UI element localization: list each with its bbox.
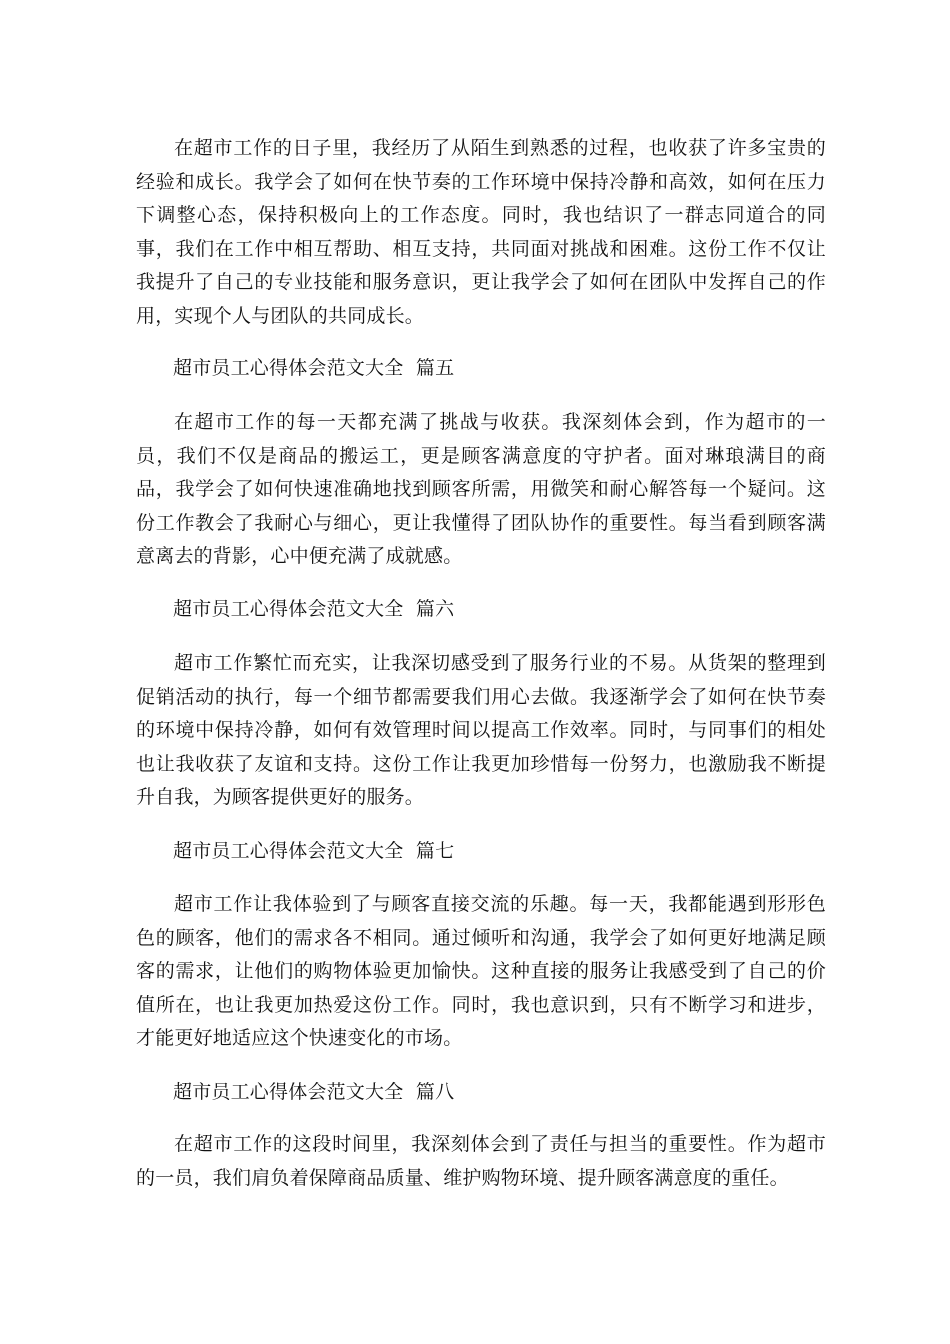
paragraph-5: 在超市工作的每一天都充满了挑战与收获。我深刻体会到，作为超市的一员，我们不仅是商品的搬运工，更是顾客满意度的守护者。面对琳琅满目的商品，我学会了如何快速准确地找到顾客所需，用微笑和耐心解答每一个疑问。这份工作教会了我耐心与细心，更让我懂得了团队协作的重要性。每当看到顾客满意离去的背影，心中便充满了成就感。 xyxy=(136,411,826,568)
paragraph-intro: 在超市工作的日子里，我经历了从陌生到熟悉的过程，也收获了许多宝贵的经验和成长。我学会了如何在快节奏的工作环境中保持冷静和高效，如何在压力下调整心态，保持积极向上的工作态度。同时，我也结识了一群志同道合的同事，我们在工作中相互帮助、相互支持，共同面对挑战和困难。这份工作不仅让我提升了自己的专业技能和服务意识，更让我学会了如何在团队中发挥自己的作用，实现个人与团队的共同成长。 xyxy=(136,137,826,327)
section-heading-8: 超市员工心得体会范文大全 篇八 xyxy=(173,1081,455,1103)
section-heading-6: 超市员工心得体会范文大全 篇六 xyxy=(173,598,455,620)
paragraph-7: 超市工作让我体验到了与顾客直接交流的乐趣。每一天，我都能遇到形形色色的顾客，他们的需求各不相同。通过倾听和沟通，我学会了如何更好地满足顾客的需求，让他们的购物体验更加愉快。这种直接的服务让我感受到了自己的价值所在，也让我更加热爱这份工作。同时，我也意识到，只有不断学习和进步，才能更好地适应这个快速变化的市场。 xyxy=(136,893,826,1050)
paragraph-6: 超市工作繁忙而充实，让我深切感受到了服务行业的不易。从货架的整理到促销活动的执行，每一个细节都需要我们用心去做。我逐渐学会了如何在快节奏的环境中保持冷静，如何有效管理时间以提高工作效率。同时，与同事们的相处也让我收获了友谊和支持。这份工作让我更加珍惜每一份努力，也激励我不断提升自我，为顾客提供更好的服务。 xyxy=(136,652,826,809)
section-heading-7: 超市员工心得体会范文大全 篇七 xyxy=(173,840,455,862)
paragraph-8: 在超市工作的这段时间里，我深刻体会到了责任与担当的重要性。作为超市的一员，我们肩负着保障商品质量、维护购物环境、提升顾客满意度的重任。 xyxy=(136,1133,826,1189)
section-heading-5: 超市员工心得体会范文大全 篇五 xyxy=(173,357,455,379)
